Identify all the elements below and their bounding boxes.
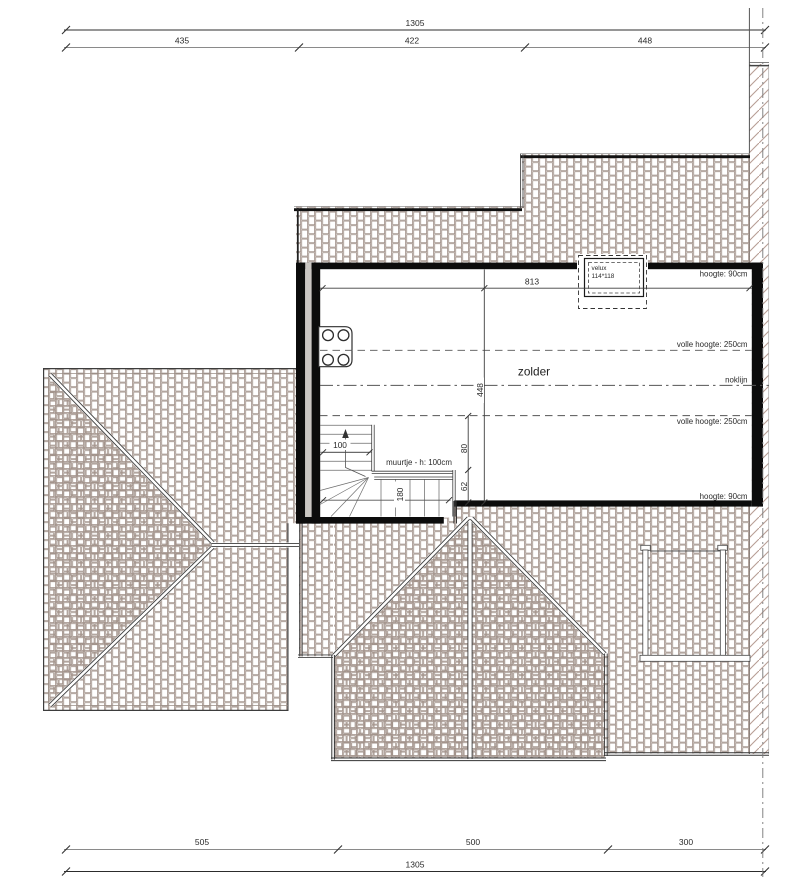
label-full-height-bottom: volle hoogte: 250cm bbox=[676, 416, 748, 426]
dim-bottom-seg3: 300 bbox=[678, 837, 694, 847]
wall-left-infill bbox=[305, 263, 311, 524]
dim-bottom-seg2: 500 bbox=[465, 837, 481, 847]
label-height-bottom: hoogte: 90cm bbox=[699, 492, 748, 501]
dim-room-depth: 448 bbox=[475, 383, 485, 397]
label-noklijn: noklijn bbox=[725, 375, 748, 385]
dim-sub-62: 62 bbox=[459, 481, 469, 492]
velux-label-line1: velux bbox=[591, 265, 607, 272]
wall-bottom-left bbox=[296, 517, 444, 524]
label-full-height-top: volle hoogte: 250cm bbox=[676, 340, 748, 349]
roof-lower-sections bbox=[298, 507, 769, 761]
wall-left-outer bbox=[296, 263, 305, 524]
velux-roof-window bbox=[577, 254, 648, 311]
bottom-dimensions bbox=[62, 837, 769, 876]
dim-top-seg1: 435 bbox=[174, 35, 190, 46]
dim-top-seg2: 422 bbox=[404, 35, 420, 46]
dim-bottom-total: 1305 bbox=[405, 859, 425, 870]
wall-top bbox=[296, 263, 763, 270]
dim-top-total: 1305 bbox=[405, 18, 425, 28]
dim-stair-run: 180 bbox=[395, 487, 405, 502]
label-muurtje: muurtje - h: 100cm bbox=[386, 457, 452, 467]
roof-left-hipped-block bbox=[44, 369, 300, 711]
wall-left-inner bbox=[312, 263, 321, 524]
roof-right-strip bbox=[605, 507, 750, 754]
label-height-top: hoogte: 90cm bbox=[699, 269, 748, 279]
dim-bottom-seg1: 505 bbox=[194, 837, 210, 847]
roof-top-strips bbox=[294, 154, 750, 264]
wall-bottom-right bbox=[454, 500, 752, 506]
room-name-label: zolder bbox=[517, 364, 551, 379]
top-dimensions bbox=[62, 18, 769, 52]
roof-strip-below-stairs bbox=[299, 523, 333, 656]
wall-right bbox=[752, 263, 763, 507]
dim-room-width: 813 bbox=[524, 276, 540, 287]
dim-stair-width: 100 bbox=[333, 440, 347, 450]
dim-sub-80: 80 bbox=[459, 443, 469, 454]
cooktop-icon bbox=[319, 327, 352, 367]
dim-top-seg3: 448 bbox=[637, 35, 653, 46]
velux-label-line2: 114*118 bbox=[591, 273, 615, 280]
